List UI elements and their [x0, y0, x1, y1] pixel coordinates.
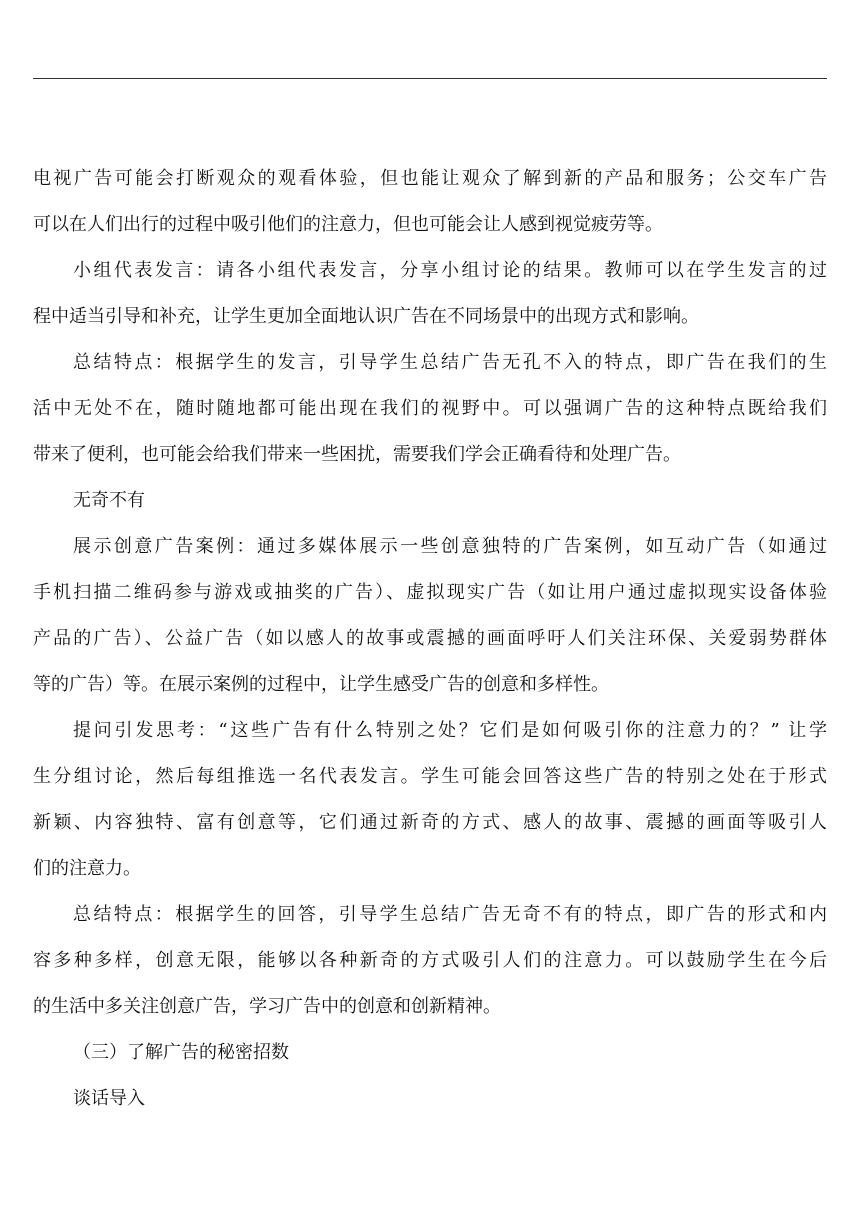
text-line: 可以在人们出行的过程中吸引他们的注意力，但也可能会让人感到视觉疲劳等。 [33, 214, 663, 235]
text-line: 总结特点：根据学生的回答，引导学生总结广告无奇不有的特点，即广告的形式和内 [73, 904, 827, 925]
subsection-heading: 谈话导入 [73, 1088, 145, 1109]
text-line: 们的注意力。 [33, 858, 141, 879]
section-heading: 无奇不有 [73, 490, 145, 511]
text-line: 产品的广告）、公益广告（如以感人的故事或震撼的画面呼吁人们关注环保、关爱弱势群体 [33, 628, 827, 649]
text-line: 手机扫描二维码参与游戏或抽奖的广告）、虚拟现实广告（如让用户通过虚拟现实设备体验 [33, 582, 827, 603]
document-body [33, 162, 827, 1128]
text-line: 展示创意广告案例：通过多媒体展示一些创意独特的广告案例，如互动广告（如通过 [73, 536, 827, 557]
text-line: 等的广告）等。在展示案例的过程中，让学生感受广告的创意和多样性。 [33, 674, 609, 695]
text-line: 容多种多样，创意无限，能够以各种新奇的方式吸引人们的注意力。可以鼓励学生在今后 [33, 950, 827, 971]
text-line: 电视广告可能会打断观众的观看体验，但也能让观众了解到新的产品和服务；公交车广告 [33, 168, 827, 189]
text-line: 活中无处不在，随时随地都可能出现在我们的视野中。可以强调广告的这种特点既给我们 [33, 398, 827, 419]
text-line: 总结特点：根据学生的发言，引导学生总结广告无孔不入的特点，即广告在我们的生 [73, 352, 827, 373]
text-line: 小组代表发言：请各小组代表发言，分享小组讨论的结果。教师可以在学生发言的过 [73, 260, 827, 281]
text-line: 带来了便利，也可能会给我们带来一些困扰，需要我们学会正确看待和处理广告。 [33, 444, 681, 465]
text-line: 提问引发思考：“这些广告有什么特别之处？它们是如何吸引你的注意力的？” 让学 [73, 720, 827, 741]
text-line: 新颖、内容独特、富有创意等，它们通过新奇的方式、感人的故事、震撼的画面等吸引人 [33, 812, 827, 833]
text-line: 程中适当引导和补充，让学生更加全面地认识广告在不同场景中的出现方式和影响。 [33, 306, 699, 327]
header-divider [33, 78, 827, 79]
text-line: 生分组讨论，然后每组推选一名代表发言。学生可能会回答这些广告的特别之处在于形式 [33, 766, 827, 787]
text-line: 的生活中多关注创意广告，学习广告中的创意和创新精神。 [33, 996, 501, 1017]
section-heading: （三）了解广告的秘密招数 [73, 1042, 289, 1063]
